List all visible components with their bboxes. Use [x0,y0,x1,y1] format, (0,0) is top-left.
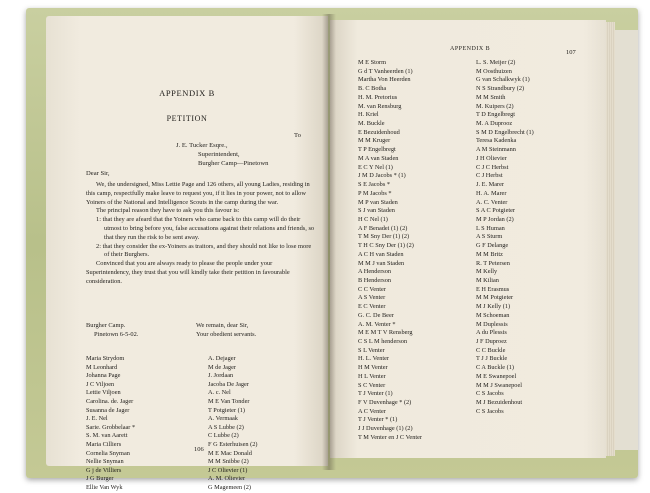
addressee-to: To [294,132,301,139]
signature-name: S. M. van Aarett [86,432,128,440]
signature-name: T P Engelbregt [358,146,396,154]
signature-name: Jacoba De Jager [208,380,249,388]
salutation: Dear Sir, [86,170,110,177]
signature-name: H L Venter [358,372,386,380]
signature-name: C C Venter [358,285,386,293]
signature-name: J H Olievier [476,154,507,162]
signature-name: J J Duvenhage (1) (2) [358,425,413,433]
signature-name: M Leonhard [86,363,118,371]
signature-name: M E Swanepoel [476,372,517,380]
signature-name: T H C Sny Der (1) (2) [358,242,414,250]
signature-name: A S Sturm [476,233,503,241]
signature-name: Teresa Kadenka [476,137,517,145]
signature-name: B. C Botha [358,85,387,93]
signature-name: S A C Potgieter [476,207,516,215]
signature-name: S L Venter [358,346,385,354]
signature-name: A C Venter [358,407,386,415]
signature-name: A C H van Staden [358,250,404,258]
signature-name: A M Steinmann [476,146,516,154]
signature-name: H M Venter [358,364,388,372]
signature-name: C C Buckle [476,346,506,354]
signatures-column-4 [476,59,534,416]
paragraph-2: The principal reason they have to ask you this favour is: [96,207,240,215]
signature-name: T M Sny Der (1) (2) [358,233,410,241]
signature-name: G d T Vanheerden (1) [358,67,413,75]
signature-name: E C Venter [358,303,386,311]
signature-name: M E Storm [358,59,386,66]
signature-name: J C Olievier (1) [208,466,248,474]
signature-name: M E M T V Rensberg [358,329,413,337]
signature-name: M M J Swanepoel [476,381,522,389]
appendix-title: APPENDIX B [159,88,215,98]
signature-name: C S Jacobs [476,390,504,398]
signature-name: E H Erasmus [476,285,510,293]
signature-name: A Henderson [358,268,392,276]
signature-name: H. M. Pretorius [358,93,398,101]
signature-name: G Magemeen (2) [208,483,252,491]
signature-name: F G Esterhuisen (2) [208,440,258,448]
signature-name: N S Strandbury (2) [476,85,525,93]
page-number-right: 107 [566,49,576,56]
signature-name: M M Kruger [358,137,391,145]
signature-name: A du Plessis [476,329,507,337]
closing-remain: We remain, dear Sir, [196,322,249,329]
petition-body [86,181,316,287]
signature-name: T J Venter * (1) [358,416,398,424]
signature-name: S J van Staden [358,207,395,215]
signature-name: M J Bezuidenhout [476,399,523,407]
signature-name: C A Buckle (1) [476,364,514,372]
signature-name: Martha Von Heerden [358,76,411,84]
signature-name: M P Jordan (2) [476,215,514,223]
signature-name: G F Delange [476,242,509,250]
signature-name: Maria Strydom [86,355,125,362]
signature-name: M. A Duprooz [476,120,513,128]
signature-name: Nellie Snyman [86,458,124,466]
signature-name: M M Snibbe (2) [208,458,249,466]
signature-name: E C Y Nel (1) [358,163,393,171]
signature-name: L S Human [476,224,505,232]
signature-name: M Kelly [476,268,498,276]
signature-name: T M Venter en J C Venter [358,433,423,441]
signature-name: M E Van Tonder [208,397,250,405]
book-gutter [322,14,336,470]
signature-name: C Lubbe (2) [208,432,239,440]
signature-name: T J Venter (1) [358,390,393,398]
signature-name: H. Kriel [358,111,379,119]
signature-name: H. L. Venter [358,355,390,363]
signature-name: F V Duvenhage * (2) [358,399,412,407]
signature-name: A F Benadei (1) (2) [358,224,408,232]
signature-name: G. C. De Beer [358,311,394,319]
signature-name: A. Vermaak [208,415,238,423]
signature-name: J M D Jacobs * (1) [358,172,406,180]
signature-name: S M D Engelbrecht (1) [476,128,534,136]
signature-name: J C Viljoen [86,380,115,388]
reason-2: 2: that they consider the ex-Yoiners as traitors, and they should not like to lose more of their Burghers. [96,242,312,259]
signature-name: L. S. Meijer (2) [476,59,516,66]
page-fore-edge [606,22,615,456]
signature-name: M Schoeman [476,311,510,319]
signature-name: M M Potgieter [476,294,514,302]
page-number-left: 106 [194,446,204,453]
signature-name: Susanna de Jager [86,406,130,414]
signature-name: M E Mac Donald [208,449,252,457]
signature-name: Ellie Van Wyk [86,483,123,491]
signature-name: Carolina. de. Jager [86,397,134,405]
signature-name: A. M. Venter * [358,320,396,328]
signature-name: A. Dejager [208,355,236,362]
signature-name: C S Jacobs [476,407,504,415]
signature-name: M M Britz [476,250,503,258]
signature-name: E Bezuidenhoud [358,128,400,136]
left-page [46,16,328,491]
signature-name: A. M. Olievier [208,475,246,483]
signature-name: J. Jordaan [208,372,234,380]
signature-name: J. E. Nel [86,415,108,423]
signatures-column-2 [208,355,258,493]
signature-name: C S L M henderson [358,338,408,345]
signature-name: J G Burger [86,475,114,483]
signature-name: Lettie Viljoen [86,389,121,397]
closing-place: Burgher Camp. [86,322,126,329]
signature-name: S E Jacobs * [358,181,391,189]
signature-name: J F Duproez [476,338,507,345]
signature-name: M M J van Staden [358,259,405,267]
signature-name: A S Venter [358,294,386,302]
signature-name: T Potgieter (1) [208,406,245,414]
paragraph-3: Convinced that you are always ready to please the people under your Superintendency, they trust that you will kindly take their petition in favourable consideration. [86,260,290,285]
signature-name: M. Buckle [358,120,385,128]
signature-name: M. Kuipers (2) [476,102,514,110]
signature-name: Cornelia Snyman [86,449,130,457]
signature-name: P M Jacobs * [358,189,392,197]
signature-name: J. E. Marer [476,181,504,189]
signature-name: G van Schalkwyk (1) [476,76,530,84]
signature-name: M Oosthuizen [476,67,512,75]
addressee-place: Burgher Camp—Pinetown [198,160,269,167]
paragraph-1: We, the undersigned, Miss Lettie Page and 126 others, all young Ladies, residing in this camp, respectfully make leave to request you, if it lies in your power, not to allow Yoiners of the National and Intelligence Scouts in the camp during the war. [86,181,310,206]
reason-1: 1: that they are afeard that the Yoiners who came back to this camp will do their utmost to bring before you, false accusations against their relations and friends, so that they run the risk to be sent away. [96,216,315,241]
signature-name: B Henderson [358,276,392,284]
signature-name: Sarie. Grobbelaar * [86,423,136,431]
cover-inner-edge [612,30,638,450]
closing-date: Pinetown 6-5-02. [94,331,139,338]
signature-name: M P van Staden [358,198,398,206]
signature-name: M A van Staden [358,154,399,162]
addressee-name: J. E. Tucker Esqre., [176,142,228,149]
signature-name: T J J Buckle [476,355,508,363]
signature-name: H C Nel (1) [358,215,388,223]
signatures-column-3 [358,59,422,443]
signature-name: M J Kelly (1) [476,303,511,311]
signature-name: H. A. Marer [476,189,507,197]
running-head: APPENDIX B [450,46,491,52]
signature-name: S C Venter [358,381,386,389]
signature-name: C J Herbst [476,172,503,180]
signature-name: Johanna Page [86,372,121,380]
signature-name: M Kilian [476,276,499,284]
signature-name: G j de Villiers [86,466,122,474]
signature-name: M de Jager [208,363,236,371]
signatures-column-1 [86,355,135,493]
signature-name: C J C Herbst [476,163,509,171]
signature-name: M Duplessis [476,320,508,328]
signature-name: M M Smith [476,93,506,101]
signature-name: M. van Rensburg [358,102,402,110]
signature-name: R. T Petersen [476,259,510,267]
signature-name: A. C. Venter [476,198,508,206]
signature-name: A S Lubbe (2) [208,423,244,431]
right-page [330,20,606,458]
signature-name: A. c. Nel [208,389,231,397]
addressee-role: Superintendent, [198,151,240,158]
petition-title: PETITION [166,114,208,123]
signature-name: T D Engelbregt [476,111,516,119]
closing-servants: Your obedient servants. [196,331,257,338]
signature-name: Maria Cilliers [86,440,122,448]
